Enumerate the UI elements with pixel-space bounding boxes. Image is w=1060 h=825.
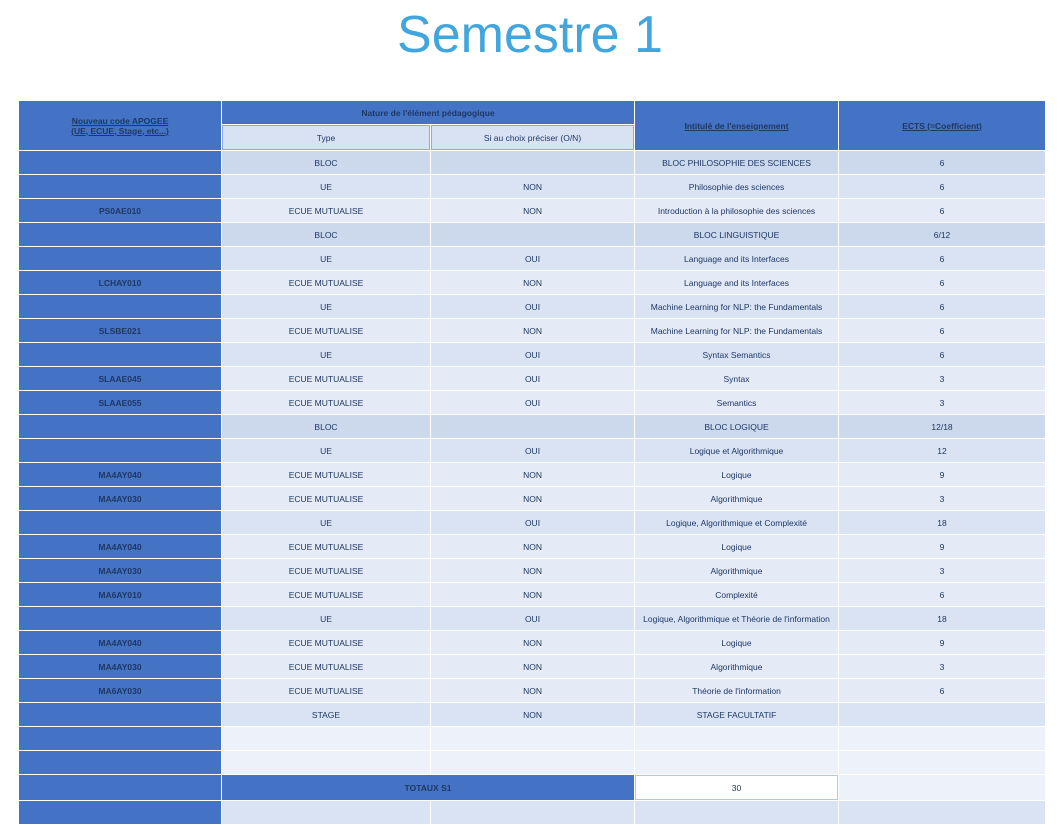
cell-blank xyxy=(222,801,430,824)
cell-choix: NON xyxy=(431,319,634,342)
cell-code: MA4AY040 xyxy=(19,463,221,486)
cell-ects: 3 xyxy=(839,391,1045,414)
cell-choix: NON xyxy=(431,271,634,294)
cell-code: MA4AY030 xyxy=(19,655,221,678)
cell-code: SLAAE045 xyxy=(19,367,221,390)
cell-choix: NON xyxy=(431,559,634,582)
cell-type: ECUE MUTUALISE xyxy=(222,271,430,294)
cell-code xyxy=(19,607,221,630)
cell-choix: NON xyxy=(431,463,634,486)
cell-ects: 18 xyxy=(839,511,1045,534)
cell-choix xyxy=(431,727,634,750)
cell-ects: 12/18 xyxy=(839,415,1045,438)
cell-ects: 3 xyxy=(839,367,1045,390)
curriculum-table-container xyxy=(18,100,1042,825)
cell-intitule xyxy=(635,751,838,774)
cell-ects xyxy=(839,703,1045,726)
table-row xyxy=(19,535,1045,558)
cell-ects: 6 xyxy=(839,319,1045,342)
cell-type: UE xyxy=(222,607,430,630)
cell-choix: OUI xyxy=(431,439,634,462)
table-row xyxy=(19,607,1045,630)
cell-ects: 3 xyxy=(839,655,1045,678)
cell-choix: NON xyxy=(431,535,634,558)
cell-code: SLSBE021 xyxy=(19,319,221,342)
cell-ects: 3 xyxy=(839,559,1045,582)
cell-type: BLOC xyxy=(222,151,430,174)
table-row xyxy=(19,175,1045,198)
cell-type: ECUE MUTUALISE xyxy=(222,535,430,558)
table-row xyxy=(19,295,1045,318)
cell-ects xyxy=(839,727,1045,750)
cell-intitule: Machine Learning for NLP: the Fundamentals xyxy=(635,319,838,342)
cell-code xyxy=(19,511,221,534)
totals-label: TOTAUX S1 xyxy=(222,775,634,800)
cell-type: BLOC xyxy=(222,223,430,246)
cell-code xyxy=(19,801,221,824)
cell-type: ECUE MUTUALISE xyxy=(222,583,430,606)
cell-ects: 3 xyxy=(839,487,1045,510)
cell-code xyxy=(19,727,221,750)
header-nature: Nature de l'élément pédagogique xyxy=(222,101,634,124)
cell-code xyxy=(19,439,221,462)
cell-choix: NON xyxy=(431,175,634,198)
cell-intitule: Complexité xyxy=(635,583,838,606)
table-row xyxy=(19,751,1045,774)
cell-intitule xyxy=(635,727,838,750)
cell-choix: NON xyxy=(431,487,634,510)
table-row xyxy=(19,343,1045,366)
table-row xyxy=(19,679,1045,702)
cell-type: UE xyxy=(222,343,430,366)
cell-choix: OUI xyxy=(431,343,634,366)
cell-intitule: Logique xyxy=(635,535,838,558)
cell-choix: OUI xyxy=(431,391,634,414)
totals-empty-code xyxy=(19,775,221,800)
cell-intitule: Algorithmique xyxy=(635,655,838,678)
cell-intitule: Philosophie des sciences xyxy=(635,175,838,198)
cell-code: MA4AY030 xyxy=(19,487,221,510)
cell-intitule: Logique, Algorithmique et Théorie de l'information xyxy=(635,607,838,630)
cell-choix: NON xyxy=(431,655,634,678)
cell-choix xyxy=(431,415,634,438)
cell-choix: NON xyxy=(431,679,634,702)
table-header-row xyxy=(19,101,1045,124)
table-row xyxy=(19,391,1045,414)
cell-type: UE xyxy=(222,175,430,198)
cell-code xyxy=(19,751,221,774)
cell-intitule: Théorie de l'information xyxy=(635,679,838,702)
header-code-line1: Nouveau code APOGEE xyxy=(71,115,169,126)
cell-intitule: Logique et Algorithmique xyxy=(635,439,838,462)
table-row xyxy=(19,367,1045,390)
table-row xyxy=(19,415,1045,438)
cell-code: PS0AE010 xyxy=(19,199,221,222)
cell-choix xyxy=(431,223,634,246)
cell-intitule: Algorithmique xyxy=(635,559,838,582)
cell-intitule: BLOC LINGUISTIQUE xyxy=(635,223,838,246)
cell-intitule: Syntax xyxy=(635,367,838,390)
cell-intitule: Syntax Semantics xyxy=(635,343,838,366)
cell-type: ECUE MUTUALISE xyxy=(222,319,430,342)
cell-code: MA4AY030 xyxy=(19,559,221,582)
table-row xyxy=(19,631,1045,654)
cell-type: ECUE MUTUALISE xyxy=(222,679,430,702)
header-type: Type xyxy=(222,125,430,150)
cell-intitule: STAGE FACULTATIF xyxy=(635,703,838,726)
cell-ects: 6 xyxy=(839,247,1045,270)
table-row xyxy=(19,727,1045,750)
curriculum-table xyxy=(18,100,1046,825)
cell-intitule: Logique xyxy=(635,463,838,486)
cell-ects: 6 xyxy=(839,343,1045,366)
page-title: Semestre 1 xyxy=(397,6,663,64)
cell-intitule: Logique, Algorithmique et Complexité xyxy=(635,511,838,534)
cell-code xyxy=(19,247,221,270)
cell-code xyxy=(19,175,221,198)
cell-choix: OUI xyxy=(431,367,634,390)
table-row xyxy=(19,271,1045,294)
cell-ects xyxy=(839,751,1045,774)
cell-code xyxy=(19,703,221,726)
cell-code: MA4AY040 xyxy=(19,631,221,654)
cell-code: MA6AY010 xyxy=(19,583,221,606)
cell-type xyxy=(222,751,430,774)
table-row xyxy=(19,655,1045,678)
cell-intitule: Language and its Interfaces xyxy=(635,271,838,294)
cell-type: STAGE xyxy=(222,703,430,726)
cell-intitule: BLOC LOGIQUE xyxy=(635,415,838,438)
cell-ects: 6 xyxy=(839,199,1045,222)
cell-intitule: BLOC PHILOSOPHIE DES SCIENCES xyxy=(635,151,838,174)
cell-ects: 12 xyxy=(839,439,1045,462)
cell-intitule: Algorithmique xyxy=(635,487,838,510)
cell-choix: NON xyxy=(431,583,634,606)
cell-intitule: Introduction à la philosophie des sciences xyxy=(635,199,838,222)
cell-intitule: Language and its Interfaces xyxy=(635,247,838,270)
cell-type: ECUE MUTUALISE xyxy=(222,655,430,678)
cell-ects: 9 xyxy=(839,535,1045,558)
cell-type: UE xyxy=(222,439,430,462)
cell-ects: 6/12 xyxy=(839,223,1045,246)
table-row xyxy=(19,511,1045,534)
header-code-line2: (UE, ECUE, Stage, etc...) xyxy=(71,125,169,136)
cell-type: ECUE MUTUALISE xyxy=(222,487,430,510)
cell-blank xyxy=(635,801,838,824)
cell-type: ECUE MUTUALISE xyxy=(222,367,430,390)
totals-value: 30 xyxy=(635,775,838,800)
cell-choix xyxy=(431,151,634,174)
table-row xyxy=(19,559,1045,582)
cell-code: SLAAE055 xyxy=(19,391,221,414)
cell-code xyxy=(19,415,221,438)
cell-choix: NON xyxy=(431,199,634,222)
cell-type: ECUE MUTUALISE xyxy=(222,559,430,582)
cell-choix xyxy=(431,751,634,774)
cell-intitule: Semantics xyxy=(635,391,838,414)
cell-intitule: Machine Learning for NLP: the Fundamentals xyxy=(635,295,838,318)
cell-code: MA6AY030 xyxy=(19,679,221,702)
cell-code: LCHAY010 xyxy=(19,271,221,294)
cell-ects: 6 xyxy=(839,151,1045,174)
cell-ects: 6 xyxy=(839,271,1045,294)
cell-choix: OUI xyxy=(431,295,634,318)
cell-ects: 6 xyxy=(839,175,1045,198)
table-row xyxy=(19,703,1045,726)
cell-type: UE xyxy=(222,247,430,270)
cell-ects: 18 xyxy=(839,607,1045,630)
table-row xyxy=(19,487,1045,510)
header-intitule: Intitulé de l'enseignement xyxy=(635,101,838,150)
table-row xyxy=(19,199,1045,222)
table-row xyxy=(19,801,1045,824)
cell-ects: 6 xyxy=(839,679,1045,702)
cell-ects: 9 xyxy=(839,631,1045,654)
header-choix: Si au choix préciser (O/N) xyxy=(431,125,634,150)
cell-code xyxy=(19,295,221,318)
cell-type: BLOC xyxy=(222,415,430,438)
cell-code xyxy=(19,223,221,246)
table-row xyxy=(19,247,1045,270)
cell-type: ECUE MUTUALISE xyxy=(222,199,430,222)
header-code xyxy=(19,101,221,150)
cell-ects: 9 xyxy=(839,463,1045,486)
cell-blank xyxy=(839,801,1045,824)
cell-choix: NON xyxy=(431,631,634,654)
cell-type: UE xyxy=(222,295,430,318)
cell-type: UE xyxy=(222,511,430,534)
totals-empty-ects xyxy=(839,775,1045,800)
cell-choix: NON xyxy=(431,703,634,726)
cell-type: ECUE MUTUALISE xyxy=(222,631,430,654)
cell-code xyxy=(19,343,221,366)
table-row xyxy=(19,223,1045,246)
cell-type: ECUE MUTUALISE xyxy=(222,463,430,486)
table-row xyxy=(19,583,1045,606)
table-row xyxy=(19,319,1045,342)
cell-type xyxy=(222,727,430,750)
cell-blank xyxy=(431,801,634,824)
cell-choix: OUI xyxy=(431,607,634,630)
cell-type: ECUE MUTUALISE xyxy=(222,391,430,414)
table-row xyxy=(19,151,1045,174)
table-row xyxy=(19,439,1045,462)
table-row xyxy=(19,463,1045,486)
cell-code: MA4AY040 xyxy=(19,535,221,558)
cell-code xyxy=(19,151,221,174)
header-ects: ECTS (=Coefficient) xyxy=(839,101,1045,150)
totals-row xyxy=(19,775,1045,800)
cell-intitule: Logique xyxy=(635,631,838,654)
cell-ects: 6 xyxy=(839,583,1045,606)
cell-ects: 6 xyxy=(839,295,1045,318)
cell-choix: OUI xyxy=(431,247,634,270)
cell-choix: OUI xyxy=(431,511,634,534)
